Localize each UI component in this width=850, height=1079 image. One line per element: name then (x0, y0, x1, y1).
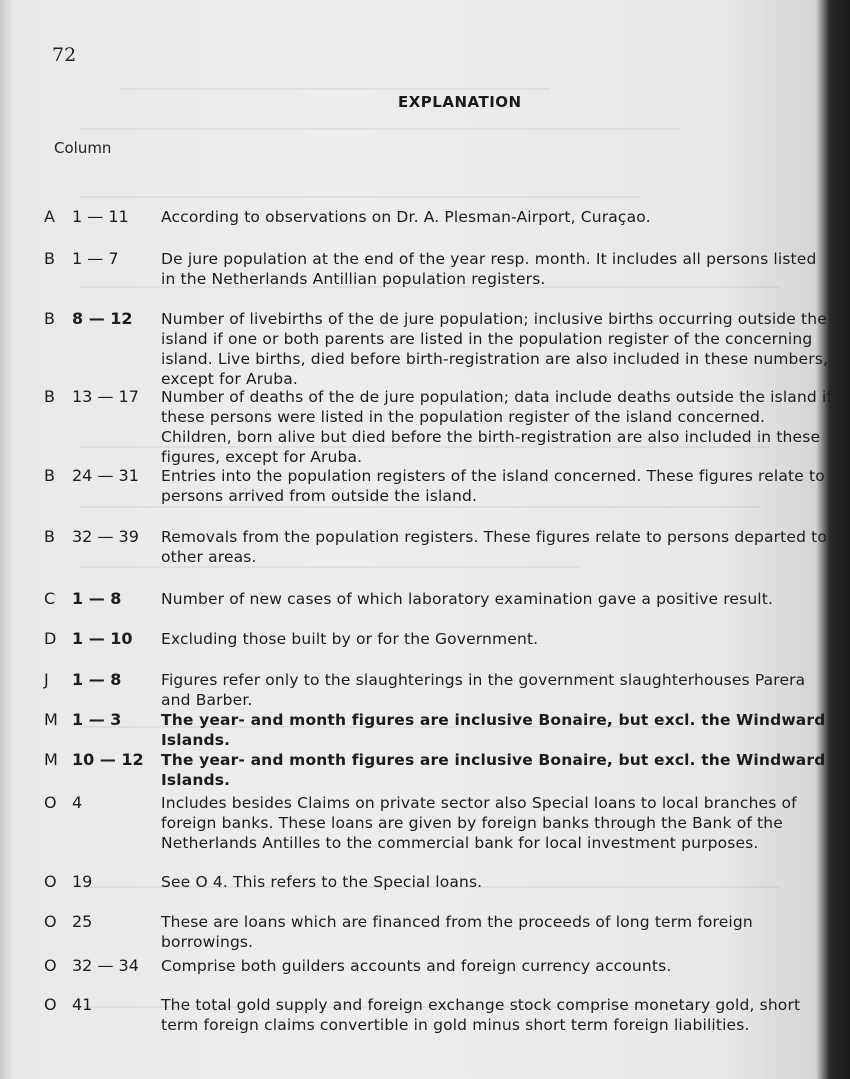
entry-column-range: 41 (72, 995, 93, 1014)
entry-description: These are loans which are financed from the proceeds of long term foreign borrowings. (161, 913, 753, 951)
entry-description: See O 4. This refers to the Special loans. (161, 873, 483, 891)
entry-description: Figures refer only to the slaughterings in the government slaughterhouses Parera and Barber. (161, 671, 806, 709)
entry-column-range: 1 — 11 (72, 207, 129, 226)
entry-column-range: 19 (72, 872, 93, 891)
entry-column-letter: A (44, 207, 55, 226)
entry-column-letter: B (44, 527, 55, 546)
entry-column-range: 32 — 39 (72, 527, 139, 546)
entry-description: Number of deaths of the de jure population; data include deaths outside the island if these persons were listed in the population register of the island concerned. Children, born alive but died before the birth-registration are also included in these figures, except for Aruba. (161, 388, 833, 466)
entry-column-letter: C (44, 589, 56, 608)
entry-description: Includes besides Claims on private sector also Special loans to local branches of foreign banks. These loans are given by foreign banks through the Bank of the Netherlands Antilles to the commercial bank for local investment purposes. (161, 794, 797, 852)
entry-column-range: 32 — 34 (72, 956, 139, 975)
entry-column-letter: B (44, 387, 55, 406)
entry-column-letter: O (44, 912, 57, 931)
entry-description: De jure population at the end of the year resp. month. It includes all persons listed in the Netherlands Antillian population registers. (161, 250, 817, 288)
entry-column-range: 1 — 8 (72, 589, 122, 608)
entry-description: The total gold supply and foreign exchange stock comprise monetary gold, short term foreign claims convertible in gold minus short term foreign liabilities. (161, 996, 801, 1034)
entry-column-letter: O (44, 995, 57, 1014)
entry-column-range: 25 (72, 912, 93, 931)
entry-column-letter: D (44, 629, 57, 648)
entry-description: Number of new cases of which laboratory examination gave a positive result. (161, 590, 774, 608)
book-spine-edge (830, 0, 850, 1079)
entry-column-range: 24 — 31 (72, 466, 139, 485)
entry-column-letter: O (44, 793, 57, 812)
entry-description: Excluding those built by or for the Government. (161, 630, 539, 648)
entry-description: Comprise both guilders accounts and foreign currency accounts. (161, 957, 672, 975)
entry-column-range: 8 — 12 (72, 309, 133, 328)
entry-column-letter: M (44, 750, 58, 769)
entry-column-letter: O (44, 956, 57, 975)
entry-column-range: 10 — 12 (72, 750, 144, 769)
entry-description: Number of livebirths of the de jure population; inclusive births occurring outside the island if one or both parents are listed in the population register of the concerning island. Live births, died before birth-registration are also included in these numbers, except for Aruba. (161, 310, 829, 388)
entry-column-letter: B (44, 309, 55, 328)
entry-description: The year- and month figures are inclusive Bonaire, but excl. the Windward Islands. (161, 711, 826, 749)
entry-column-range: 1 — 8 (72, 670, 122, 689)
entry-description: The year- and month figures are inclusive Bonaire, but excl. the Windward Islands. (161, 751, 826, 789)
entry-column-letter: M (44, 710, 58, 729)
entry-description: According to observations on Dr. A. Plesman-Airport, Curaçao. (161, 208, 651, 226)
entry-column-letter: O (44, 872, 57, 891)
entry-column-range: 1 — 7 (72, 249, 119, 268)
page-title: EXPLANATION (398, 93, 522, 111)
column-heading: Column (54, 139, 112, 157)
entry-column-range: 4 (72, 793, 83, 812)
entry-column-range: 1 — 10 (72, 629, 133, 648)
page-number: 72 (52, 44, 77, 66)
entry-column-letter: B (44, 466, 55, 485)
entry-description: Entries into the population registers of the island concerned. These figures relate to persons arrived from outside the island. (161, 467, 825, 505)
entry-description: Removals from the population registers. These figures relate to persons departed to other areas. (161, 528, 828, 566)
entry-column-range: 1 — 3 (72, 710, 122, 729)
entry-column-range: 13 — 17 (72, 387, 139, 406)
entry-column-letter: J (44, 670, 49, 689)
entry-column-letter: B (44, 249, 55, 268)
